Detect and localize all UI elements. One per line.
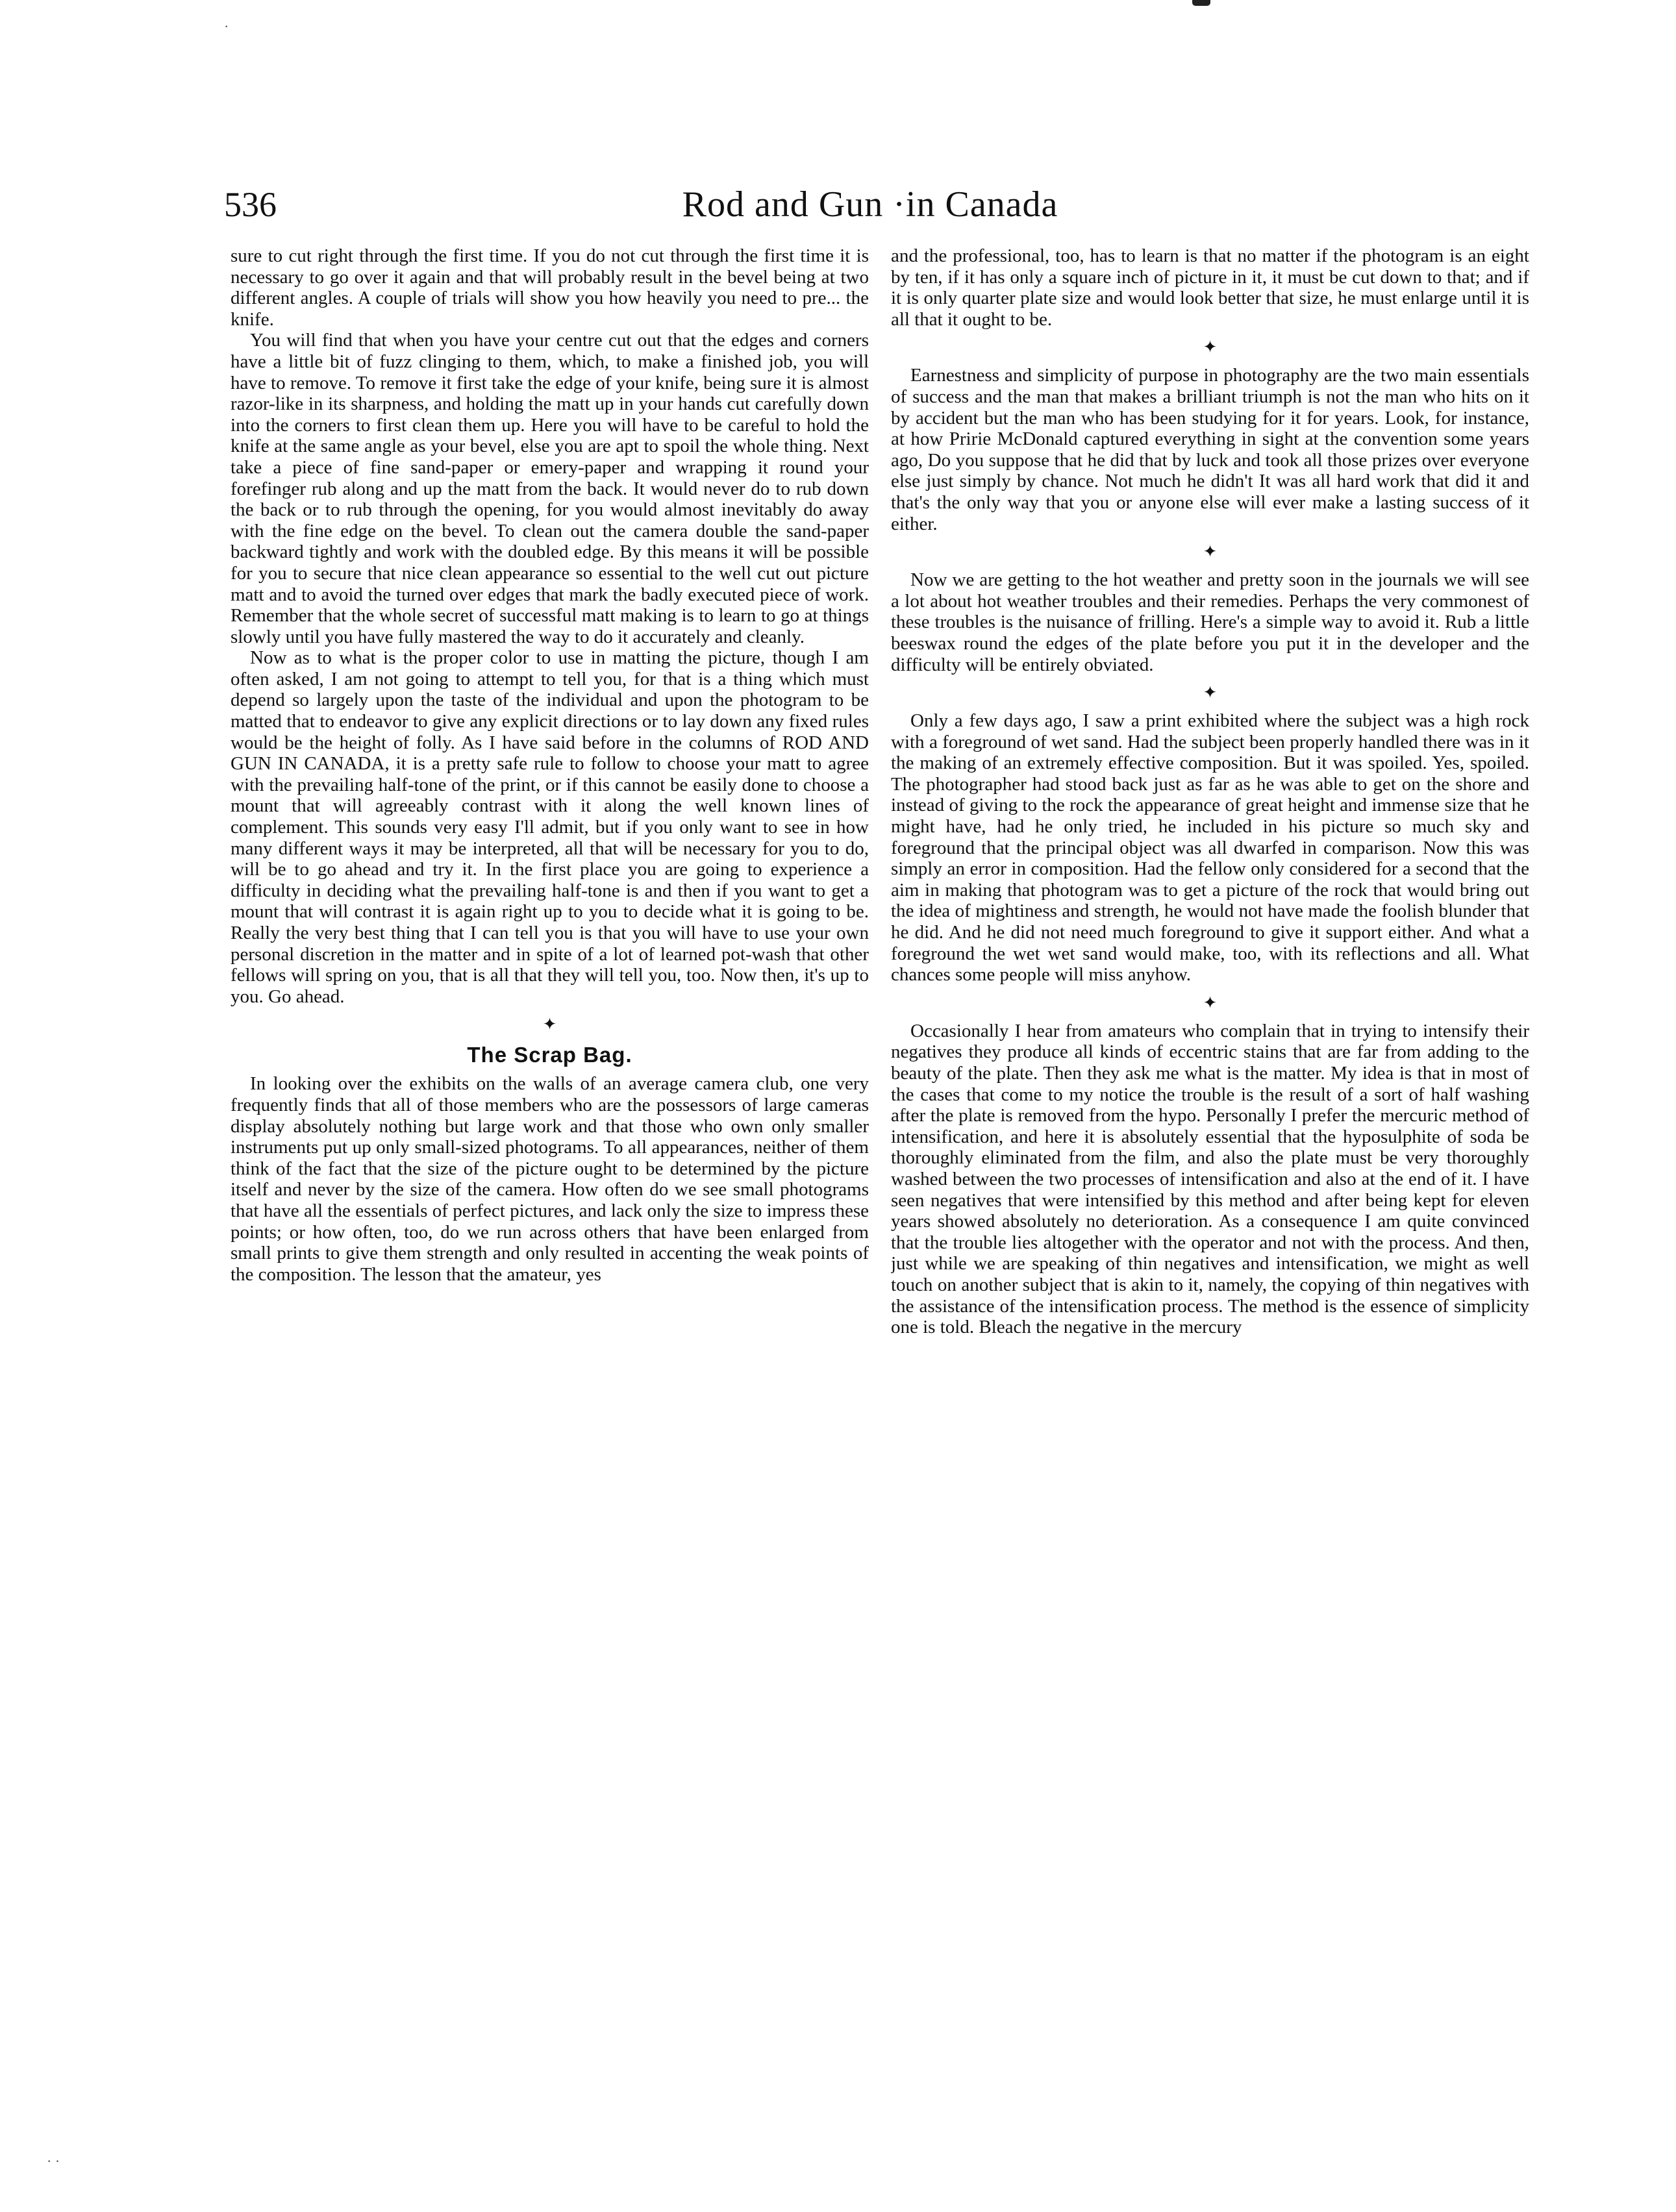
running-title: Rod and Gun ·in Canada [682, 184, 1058, 225]
right-column [891, 245, 1529, 2128]
paragraph: Now we are getting to the hot weather and pretty soon in the journals we will see a lot about hot weather troubles and their remedies. Perhaps the very commonest of these troubles is the nuisance of frilling. Here's a simple way to avoid it. Rub a little beeswax round the edges of the plate before you put it in the developer and the difficulty will be entirely obviated. [891, 569, 1529, 675]
scan-speck-top-left: · [224, 18, 229, 34]
paragraph: You will find that when you have your centre cut out that the edges and corners have a little bit of fuzz clinging to them, which, to make a finished job, you will have to remove. To remove it first take the edge of your knife, being sure it is almost razor-like in its sharpness, and holding the matt up in your hands cut carefully down into the corners to first clean them up. Here you will have to be careful to hold the knife at the same angle as your bevel, else you are apt to spoil the whole thing. Next take a piece of fine sand-paper or emery-paper and wrapping it round your forefinger rub along and up the matt from the back. It would never do to rub down the back or to rub through the opening, for you would almost inevitably do away with the fine edge on the bevel. To clean out the camera double the sand-paper backward tightly and work with the doubled edge. By this means it will be possible for you to secure that nice clean appearance so essential to the well cut out picture matt and to avoid the turned over edges that mark the badly executed piece of work. Remember that the whole secret of successful matt making is to learn to go at things slowly until you have fully mastered the way to do it accurately and cleanly. [231, 330, 869, 647]
paragraph: Occasionally I hear from amateurs who complain that in trying to intensify their negatives they produce all kinds of eccentric stains that are far from adding to the beauty of the plate. Then they ask me what is the matter. My idea is that in most of the cases that come to my notice the trouble is the result of a sort of half washing after the plate is removed from the hypo. Personally I prefer the mercuric method of intensification, and here it is absolutely essential that the hyposulphite of soda be thoroughly eliminated from the film, and also the plate must be very thoroughly washed between the two processes of intensification and also at the end of it. I have seen negatives that were intensified by this method and after being kept for eleven years showed absolutely no deterioration. As a consequence I am quite convinced that the trouble lies altogether with the operator and not with the process. And then, just while we are speaking of thin negatives and intensification, we might as well touch on another subject that is akin to it, namely, the copying of thin negatives with the assistance of the intensification process. The method is the essence of simplicity one is told. Bleach the negative in the mercury [891, 1020, 1529, 1338]
section-separator: ✦ [1203, 338, 1218, 357]
paragraph: In looking over the exhibits on the walls of an average camera club, one very frequently finds that all of those members who are the possessors of large cameras display absolutely nothing but large work and that those who own only smaller instruments put up only small-sized photograms. To all appearances, neither of them think of the fact that the size of the picture ought to be determined by the picture itself and never by the size of the camera. How often do we see small photograms that have all the essentials of perfect pictures, and lack only the size to impress these points; or how often, too, do we run across others that have been enlarged from small prints to give them strength and only resulted in accenting the weak points of the composition. The lesson that the amateur, yes [231, 1073, 869, 1285]
section-separator: ✦ [1203, 993, 1218, 1012]
paragraph: sure to cut right through the first time. If you do not cut through the first time it is necessary to go over it again and that will probably result in the bevel being at two different angles. A couple of trials will show you how heavily you need to pre... the knife. [231, 245, 869, 330]
paragraph: Earnestness and simplicity of purpose in photography are the two main essentials of success and the man that makes a brilliant triumph is not the man who hits on it by accident but the man who has been studying for it for years. Look, for instance, at how Pririe McDonald captured everything in sight at the convention some years ago, Do you suppose that he did that by luck and took all those prizes over everyone else just simply by chance. Not much he didn't It was all hard work that did it and that's the only way that you or anyone else will ever make a lasting success of it either. [891, 365, 1529, 534]
paragraph: Only a few days ago, I saw a print exhibited where the subject was a high rock with a foreground of wet sand. Had the subject been properly handled there was in it the making of an extremely effective composition. But it was spoiled. Yes, spoiled. The photographer had stood back just as far as he was able to get on the shore and instead of giving to the rock the appearance of great height and immense size that he might have, had he only tried, he included in his picture so much sky and foreground that the principal object was all dwarfed in comparison. Now this was simply an error in composition. Had the fellow only considered for a second that the aim in making that photogram was to get a picture of the rock that would bring out the idea of mightiness and strength, he would not have made the foolish blunder that he did. And he did not need much foreground to give it support either. And what a foreground the wet wet sand would make, too, with its reflections and all. What chances some people will miss anyhow. [891, 710, 1529, 986]
paragraph: and the professional, too, has to learn is that no matter if the photogram is an eight by ten, if it has only a square inch of picture in it, it must be cut down to that; and if it is only quarter plate size and would look better that size, he must enlarge until it is all that it ought to be. [891, 245, 1529, 330]
paragraph: Now as to what is the proper color to use in matting the picture, though I am often asked, I am not going to attempt to tell you, for that is a thing which must depend so largely upon the taste of the individual and upon the photogram to be matted that to endeavor to give any explicit directions or to lay down any fixed rules would be the height of folly. As I have said before in the columns of ROD AND GUN IN CANADA, it is a pretty safe rule to follow to choose your matt to agree with the prevailing half-tone of the print, or if this cannot be easily done to choose a mount that will agreeably contrast with it along the well known lines of complement. This sounds very easy I'll admit, but if you only want to see in how many different ways it may be interpreted, all that will be necessary for you to do, will be to go ahead and try it. In the first place you are going to experience a difficulty in deciding what the prevailing half-tone is and then if you want to get a mount that will contrast it is again right up to you to decide what it is going to be. Really the very best thing that I can tell you is that you will have to use your own personal discretion in the matter and in spite of a lot of learned pot-wash that other fellows will spring on you, that is all that they will tell you, too. Now then, it's up to you. Go ahead. [231, 647, 869, 1007]
scan-mark-top [1192, 0, 1210, 6]
section-separator: ✦ [542, 1015, 557, 1034]
section-separator: ✦ [1203, 542, 1218, 562]
page-number: 536 [224, 185, 277, 224]
section-heading: The Scrap Bag. [467, 1043, 632, 1067]
left-column [231, 245, 869, 2128]
section-separator: ✦ [1203, 683, 1218, 702]
page-header [224, 175, 1516, 234]
scan-speck-bottom-left: · · [47, 2153, 60, 2169]
